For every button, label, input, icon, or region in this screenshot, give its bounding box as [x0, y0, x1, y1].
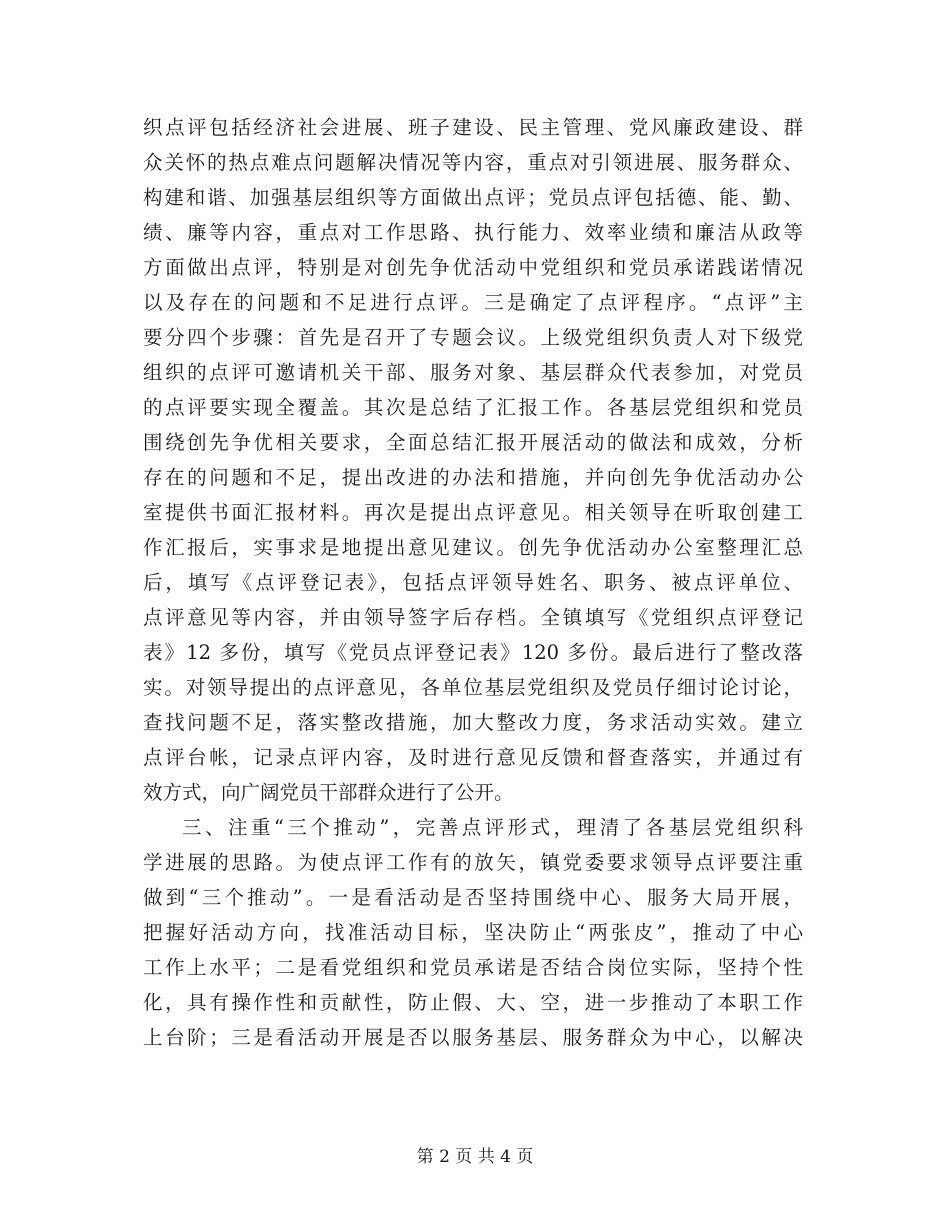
text-line: 组织的点评可邀请机关干部、服务对象、基层群众代表参加，对党员	[143, 361, 803, 384]
text-line: 做到“三个推动”。一是看活动是否坚持围绕中心、服务大局开展，	[143, 886, 803, 909]
page-footer: 第 2 页 共 4 页	[416, 1147, 534, 1167]
text-line: 点评意见等内容，并由领导签字后存档。全镇填写《党组织点评登记	[143, 606, 803, 629]
text-line: 的点评要实现全覆盖。其次是总结了汇报工作。各基层党组织和党员	[143, 396, 803, 419]
text-line: 后，填写《点评登记表》，包括点评领导姓名、职务、被点评单位、	[143, 571, 803, 594]
text-line: 绩、廉等内容，重点对工作思路、执行能力、效率业绩和廉洁从政等	[143, 221, 803, 244]
text-line: 点评台帐，记录点评内容，及时进行意见反馈和督查落实，并通过有	[143, 746, 803, 769]
text-line: 构建和谐、加强基层组织等方面做出点评；党员点评包括德、能、勤、	[143, 186, 803, 209]
text-line: 室提供书面汇报材料。再次是提出点评意见。相关领导在听取创建工	[143, 501, 803, 524]
text-line: 要分四个步骤：首先是召开了专题会议。上级党组织负责人对下级党	[143, 326, 803, 349]
text-line: 化，具有操作性和贡献性，防止假、大、空，进一步推动了本职工作	[143, 991, 803, 1014]
text-line: 工作上水平；二是看党组织和党员承诺是否结合岗位实际，坚持个性	[143, 956, 803, 979]
text-line: 织点评包括经济社会进展、班子建设、民主管理、党风廉政建设、群	[143, 116, 803, 139]
paragraph	[143, 110, 803, 810]
text-line: 把握好活动方向，找准活动目标，坚决防止“两张皮”，推动了中心	[143, 921, 803, 944]
text-line: 实。对领导提出的点评意见，各单位基层党组织及党员仔细讨论讨论，	[143, 676, 803, 699]
text-line: 存在的问题和不足，提出改进的办法和措施，并向创先争优活动办公	[143, 466, 803, 489]
text-line: 效方式，向广阔党员干部群众进行了公开。	[143, 781, 514, 804]
text-line: 查找问题不足，落实整改措施，加大整改力度，务求活动实效。建立	[143, 711, 803, 734]
text-line: 学进展的思路。为使点评工作有的放矢，镇党委要求领导点评要注重	[143, 851, 803, 874]
body-text	[143, 110, 803, 1055]
text-line: 围绕创先争优相关要求，全面总结汇报开展活动的做法和成效，分析	[143, 431, 803, 454]
text-line: 方面做出点评，特别是对创先争优活动中党组织和党员承诺践诺情况	[143, 256, 803, 279]
text-line: 表》12 多份，填写《党员点评登记表》120 多份。最后进行了整改落	[143, 641, 803, 664]
text-line: 作汇报后，实事求是地提出意见建议。创先争优活动办公室整理汇总	[143, 536, 803, 559]
text-line: 三、注重“三个推动”，完善点评形式，理清了各基层党组织科	[182, 816, 803, 839]
paragraph	[143, 810, 803, 1055]
text-line: 以及存在的问题和不足进行点评。三是确定了点评程序。“点评”主	[143, 291, 803, 314]
text-line: 上台阶；三是看活动开展是否以服务基层、服务群众为中心，以解决	[143, 1026, 803, 1049]
text-line: 众关怀的热点难点问题解决情况等内容，重点对引领进展、服务群众、	[143, 151, 803, 174]
